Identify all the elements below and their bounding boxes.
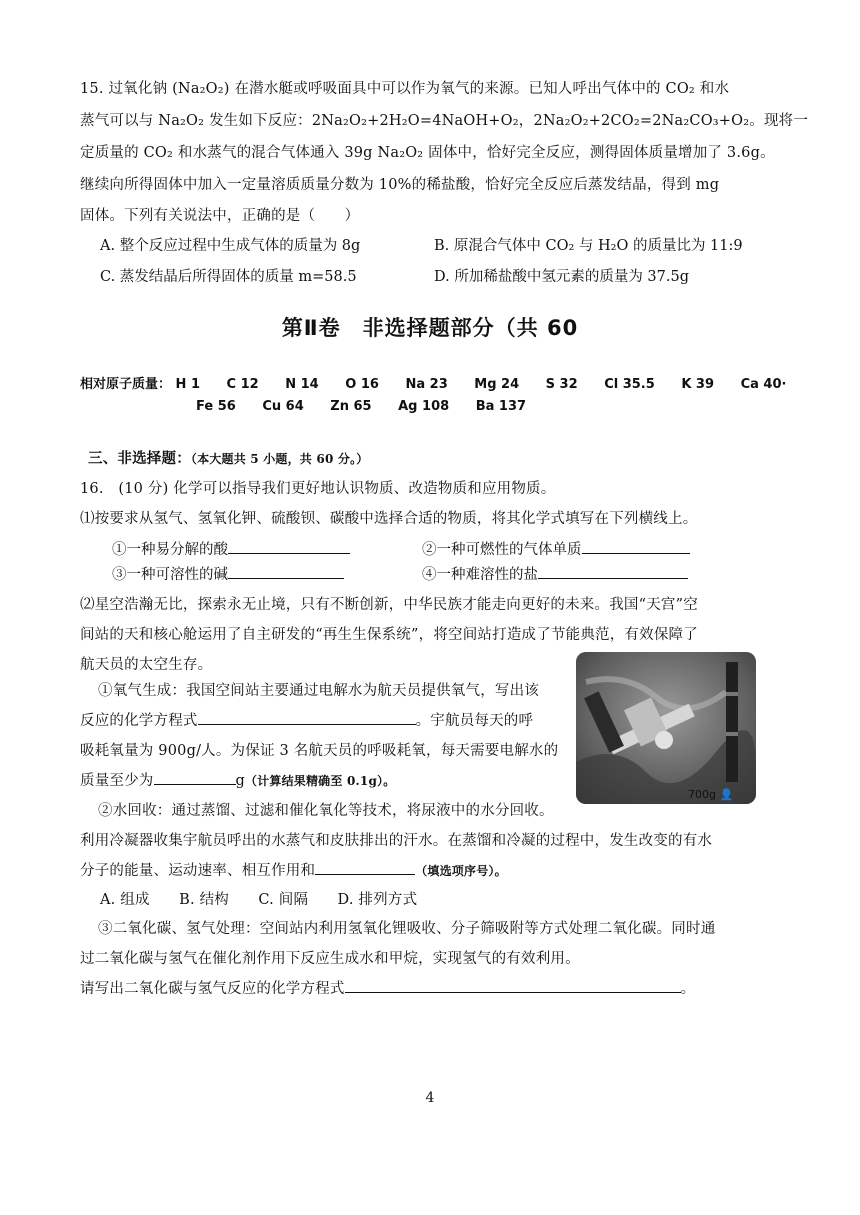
q16-co2-line-3a: 请写出二氧化碳与氢气反应的化学方程式	[80, 981, 345, 997]
atomic-mass-item: Zn 65	[330, 399, 372, 414]
q16-blank-3	[112, 564, 344, 586]
q16-co2-line-3b: 。	[680, 981, 696, 997]
atomic-mass-row-2	[196, 399, 526, 414]
q15-option-c: C. 蒸发结晶后所得固体的质量 m=58.5	[100, 269, 357, 285]
q16-blank-1	[112, 539, 350, 561]
q16-para-line-2: 间站的天和核心舱运用了自主研发的“再生生保系统”，将空间站打造成了节能典范，有效保障了	[80, 627, 698, 643]
q16-blank-4-label: ④一种难溶性的盐	[422, 567, 538, 583]
equation-blank[interactable]	[345, 978, 681, 993]
q16-co2-line-3	[80, 978, 760, 1000]
q16-oxygen-line-1: ①氧气生成：我国空间站主要通过电解水为航天员提供氧气，写出该	[98, 683, 539, 699]
q16-oxygen-unit: g	[235, 773, 245, 789]
q15-line-4: 继续向所得固体中加入一定量溶质质量分数为 10%的稀盐酸，恰好完全反应后蒸发结晶，得到 mg	[80, 177, 720, 193]
q16-water-line-1: ②水回收：通过蒸馏、过滤和催化氧化等技术，将尿液中的水分回收。	[98, 803, 554, 819]
atomic-mass-item: Ag 108	[398, 399, 450, 414]
atomic-mass-item: Cl 35.5	[604, 377, 655, 392]
q16-water-line-3a: 分子的能量、运动速率、相互作用和	[80, 863, 316, 879]
part3-heading-text: 三、非选择题：	[88, 450, 191, 467]
atomic-mass-label: 相对原子质量：	[80, 377, 172, 392]
q16-oxygen-line-3: 吸耗氧量为 900g/人。为保证 3 名航天员的呼吸耗氧，每天需要电解水的	[80, 743, 559, 759]
atomic-mass-item: Na 23	[405, 377, 448, 392]
q16-blank-2	[422, 539, 690, 561]
q16-co2-line-1: ③二氧化碳、氢气处理：空间站内利用氢氧化锂吸收、分子筛吸附等方式处理二氧化碳。同时通	[98, 921, 716, 937]
atomic-mass-item: H 1	[175, 377, 200, 392]
q16-oxygen-line-4a: 质量至少为	[80, 773, 154, 789]
q15-line-1: 15. 过氧化钠 (Na₂O₂) 在潜水艇或呼吸面具中可以作为氧气的来源。已知人呼出气体中的 CO₂ 和水	[80, 81, 730, 97]
q16-water-line-3	[80, 860, 760, 882]
atomic-mass-item: N 14	[285, 377, 319, 392]
q16-para-line-1: ⑵星空浩瀚无比，探索永无止境，只有不断创新，中华民族才能走向更好的未来。我国“天宫”空	[80, 597, 698, 613]
choice-blank[interactable]	[315, 860, 415, 875]
q16-precision-note: （计算结果精确至 0.1g）。	[244, 774, 396, 788]
q15-option-d: D. 所加稀盐酸中氢元素的质量为 37.5g	[434, 269, 690, 285]
q16-oxygen-line-2	[80, 710, 570, 732]
page-number: 4	[425, 1090, 435, 1106]
q16-choices: A. 组成 B. 结构 C. 间隔 D. 排列方式	[100, 892, 418, 908]
q16-oxygen-line-2a: 反应的化学方程式	[80, 713, 198, 729]
q16-blank-2-label: ②一种可燃性的气体单质	[422, 542, 582, 558]
svg-text:700g 👤: 700g 👤	[688, 788, 734, 801]
q16-co2-line-2: 过二氧化碳与氢气在催化剂作用下反应生成水和甲烷，实现氢气的有效利用。	[80, 951, 580, 967]
atomic-mass-item: C 12	[226, 377, 259, 392]
atomic-mass-item: Fe 56	[196, 399, 236, 414]
answer-blank[interactable]	[228, 564, 344, 579]
q16-water-line-2: 利用冷凝器收集宇航员呼出的水蒸气和皮肤排出的汗水。在蒸馏和冷凝的过程中，发生改变的有水	[80, 833, 713, 849]
q16-sub1: ⑴按要求从氢气、氢氧化钾、硫酸钡、碳酸中选择合适的物质，将其化学式填写在下列横线上。	[80, 511, 698, 527]
atomic-mass-item: K 39	[681, 377, 715, 392]
atomic-mass-row-1	[80, 373, 786, 392]
q16-blank-3-label: ③一种可溶性的碱	[112, 567, 228, 583]
space-station-photo	[576, 652, 756, 804]
atomic-mass-item: Ba 137	[475, 399, 527, 414]
atomic-mass-item: Mg 24	[474, 377, 520, 392]
q16-para-line-3: 航天员的太空生存。	[80, 657, 213, 673]
q16-oxygen-line-4	[80, 770, 570, 792]
space-station-image	[576, 652, 756, 804]
part3-heading	[88, 448, 768, 470]
mass-blank[interactable]	[154, 770, 236, 785]
q16-oxygen-line-2b: 。宇航员每天的呼	[415, 713, 534, 729]
part3-note: （本大题共 5 小题，共 60 分。）	[190, 452, 369, 466]
q16-blank-1-label: ①一种易分解的酸	[112, 542, 228, 558]
atomic-mass-item: Cu 64	[262, 399, 304, 414]
answer-blank[interactable]	[538, 564, 688, 579]
atomic-mass-item: Ca 40·	[740, 377, 787, 392]
atomic-mass-item: S 32	[545, 377, 578, 392]
q15-line-2: 蒸气可以与 Na₂O₂ 发生如下反应：2Na₂O₂+2H₂O=4NaOH+O₂，2Na₂O₂+2CO₂=2Na₂CO₃+O₂。现将一	[80, 113, 809, 129]
atomic-mass-item: O 16	[345, 377, 379, 392]
q16-blank-4	[422, 564, 688, 586]
equation-blank[interactable]	[198, 710, 416, 725]
q15-line-3: 定质量的 CO₂ 和水蒸气的混合气体通入 39g Na₂O₂ 固体中，恰好完全反应，测得固体质量增加了 3.6g。	[80, 145, 775, 161]
q16-water-line-3b: （填选项序号）。	[415, 864, 507, 878]
q16-intro: 16. (10 分) 化学可以指导我们更好地认识物质、改造物质和应用物质。	[80, 481, 556, 497]
answer-blank[interactable]	[582, 539, 690, 554]
answer-blank[interactable]	[228, 539, 350, 554]
q15-line-5: 固体。下列有关说法中，正确的是（ ）	[80, 208, 360, 224]
section-title: 第Ⅱ卷 非选择题部分（共 60	[281, 316, 579, 340]
q15-option-a: A. 整个反应过程中生成气体的质量为 8g	[100, 238, 361, 254]
q15-option-b: B. 原混合气体中 CO₂ 与 H₂O 的质量比为 11:9	[434, 238, 743, 254]
